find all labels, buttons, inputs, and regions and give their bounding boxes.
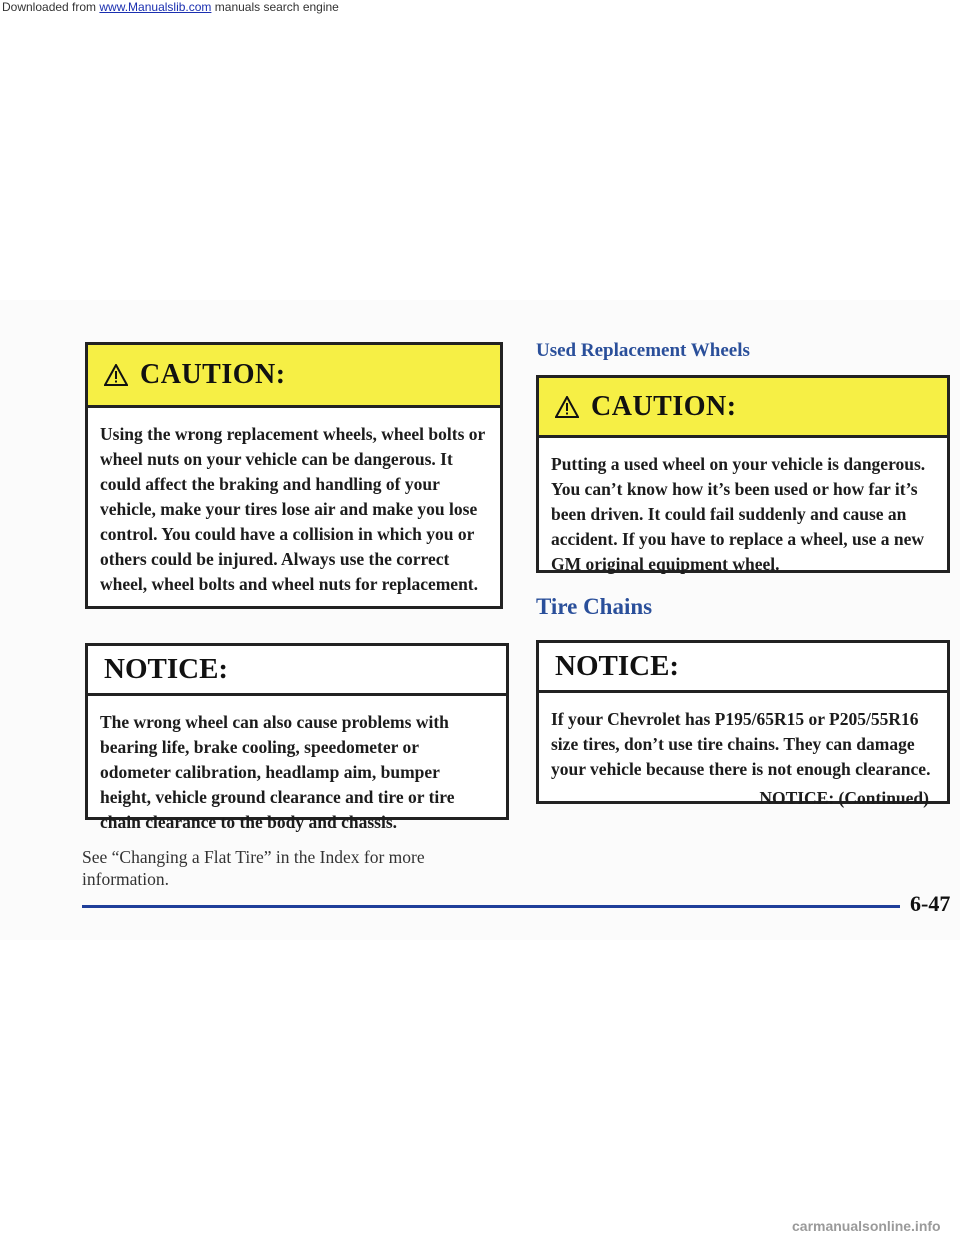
warning-triangle-icon xyxy=(104,364,128,386)
download-source-line: Downloaded from www.Manualslib.com manuals search engine xyxy=(2,0,339,14)
right-caution-box xyxy=(536,375,950,573)
footer-watermark: carmanualsonline.info xyxy=(792,1218,941,1234)
caution-text: Putting a used wheel on your vehicle is dangerous. You can’t know how it’s been used or how far it’s been driven. It could fail suddenly and cause an accident. If you have to replace a wheel, use a new GM original equipment wheel. xyxy=(551,454,926,574)
notice-label: NOTICE: xyxy=(555,650,680,682)
caution-label: CAUTION: xyxy=(140,359,286,390)
manualslib-link[interactable]: www.Manualslib.com xyxy=(99,0,212,14)
notice-text: The wrong wheel can also cause problems with bearing life, brake cooling, speedometer or odometer calibration, headlamp aim, bumper height, vehicle ground clearance and tire or tire chain clearance to the body and chassis. xyxy=(100,712,455,832)
caution-label: CAUTION: xyxy=(591,390,737,422)
left-notice-box xyxy=(85,643,509,832)
used-wheels-heading: Used Replacement Wheels xyxy=(536,340,750,361)
caution-header xyxy=(88,345,500,408)
warning-triangle-icon xyxy=(555,396,579,418)
notice-label: NOTICE: xyxy=(104,653,229,685)
tire-chains-heading: Tire Chains xyxy=(536,594,653,619)
left-caution-box xyxy=(85,342,503,609)
right-notice-box xyxy=(536,640,950,808)
notice-text: If your Chevrolet has P195/65R15 or P205/55R16 size tires, don’t use tire chains. They can damage your vehicle because there is not enough clearance. xyxy=(551,709,931,779)
see-also-text: See “Changing a Flat Tire” in the Index for more information. xyxy=(82,847,425,889)
notice-header xyxy=(88,646,506,696)
notice-header xyxy=(539,643,947,693)
page-number: 6-47 xyxy=(910,891,951,916)
notice-continued: NOTICE: (Continued) xyxy=(759,788,929,808)
footer-rule xyxy=(82,905,900,908)
caution-header xyxy=(539,378,947,438)
caution-text: Using the wrong replacement wheels, wheel bolts or wheel nuts on your vehicle can be dangerous. It could affect the braking and handling of your vehicle, make your tires lose air and make you lose control. You could have a collision in which you or others could be injured. Always use the correct wheel, wheel bolts and wheel nuts for replacement. xyxy=(100,424,485,594)
